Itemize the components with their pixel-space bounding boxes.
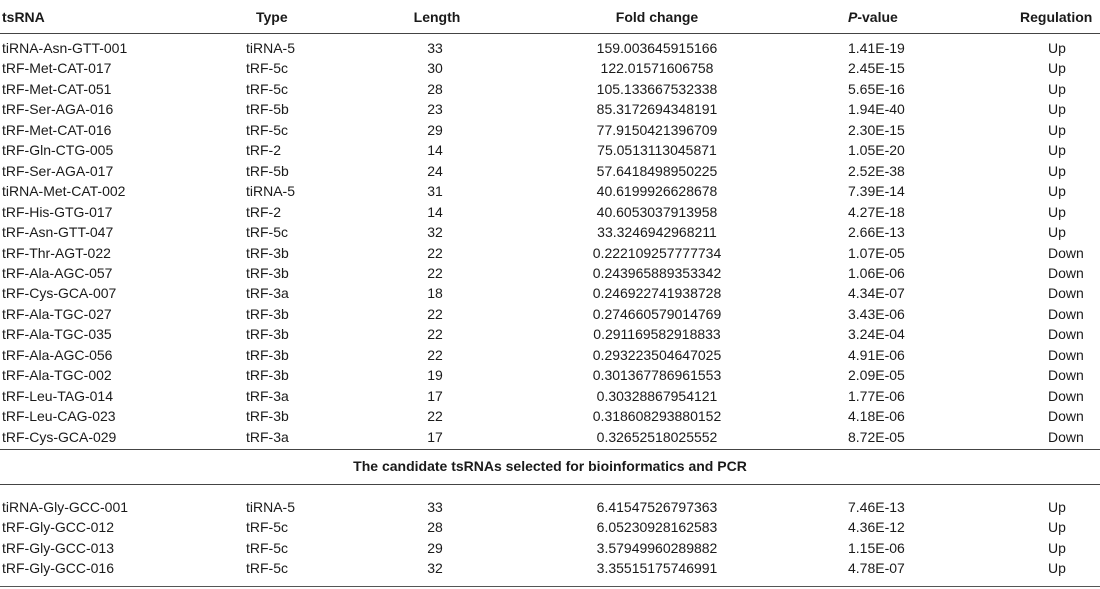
cell-length: 32 bbox=[427, 224, 443, 241]
cell-tsrna-name: tRF-Gly-GCC-016 bbox=[2, 560, 115, 577]
table-row bbox=[0, 538, 1100, 558]
cell-length: 22 bbox=[427, 346, 443, 363]
cell-length: 22 bbox=[427, 408, 443, 425]
cell-p-value: 4.36E-12 bbox=[848, 519, 905, 536]
cell-p-value: 3.43E-06 bbox=[848, 305, 905, 322]
cell-length: 22 bbox=[427, 305, 443, 322]
cell-regulation: Down bbox=[1048, 408, 1084, 425]
cell-length: 30 bbox=[427, 60, 443, 77]
cell-regulation: Up bbox=[1048, 80, 1066, 97]
cell-tsrna-name: tRF-Ala-TGC-027 bbox=[2, 305, 112, 322]
cell-p-value: 4.18E-06 bbox=[848, 408, 905, 425]
cell-regulation: Down bbox=[1048, 264, 1084, 281]
cell-type: tRF-3a bbox=[246, 428, 289, 445]
cell-regulation: Down bbox=[1048, 285, 1084, 302]
cell-regulation: Up bbox=[1048, 162, 1066, 179]
cell-regulation: Up bbox=[1048, 101, 1066, 118]
cell-p-value: 2.45E-15 bbox=[848, 60, 905, 77]
header-tsrna: tsRNA bbox=[2, 9, 45, 25]
table-row bbox=[0, 140, 1100, 160]
table-row bbox=[0, 517, 1100, 537]
cell-length: 14 bbox=[427, 203, 443, 220]
cell-fold-change: 6.41547526797363 bbox=[596, 499, 718, 515]
cell-regulation: Up bbox=[1048, 203, 1066, 220]
cell-regulation: Down bbox=[1048, 346, 1084, 363]
cell-tsrna-name: tiRNA-Asn-GTT-001 bbox=[2, 40, 128, 56]
cell-fold-change: 0.301367786961553 bbox=[592, 367, 722, 384]
table-row bbox=[0, 345, 1100, 365]
cell-fold-change: 57.6418498950225 bbox=[596, 162, 718, 179]
cell-fold-change: 33.3246942968211 bbox=[597, 224, 717, 241]
cell-type: tRF-5c bbox=[246, 121, 288, 138]
cell-type: tRF-3b bbox=[246, 367, 289, 384]
cell-p-value: 2.09E-05 bbox=[848, 367, 905, 384]
cell-p-value: 1.94E-40 bbox=[848, 101, 905, 118]
cell-tsrna-name: tRF-Leu-TAG-014 bbox=[2, 387, 113, 404]
cell-p-value: 2.52E-38 bbox=[848, 162, 905, 179]
section-divider-bottom bbox=[0, 484, 1100, 485]
cell-length: 17 bbox=[427, 428, 443, 445]
cell-fold-change: 0.243965889353342 bbox=[592, 264, 722, 281]
cell-type: tRF-3b bbox=[246, 264, 289, 281]
cell-length: 22 bbox=[427, 326, 443, 343]
cell-type: tRF-3b bbox=[246, 244, 289, 261]
header-p-rest: -value bbox=[857, 9, 898, 25]
cell-type: tiRNA-5 bbox=[246, 183, 296, 200]
cell-length: 24 bbox=[427, 162, 443, 179]
cell-p-value: 4.34E-07 bbox=[848, 285, 905, 302]
cell-tsrna-name: tRF-Gln-CTG-005 bbox=[2, 142, 114, 159]
section-divider-top bbox=[0, 449, 1100, 450]
cell-tsrna-name: tRF-Asn-GTT-047 bbox=[2, 224, 114, 241]
cell-p-value: 1.15E-06 bbox=[848, 539, 905, 556]
cell-type: tRF-3b bbox=[246, 305, 289, 322]
header-p-italic: P bbox=[848, 9, 858, 25]
table-row bbox=[0, 365, 1100, 385]
cell-regulation: Up bbox=[1048, 539, 1066, 556]
cell-type: tRF-3b bbox=[246, 346, 289, 363]
cell-tsrna-name: tRF-Ser-AGA-016 bbox=[2, 101, 114, 118]
cell-type: tRF-5b bbox=[246, 101, 289, 118]
cell-fold-change: 6.05230928162583 bbox=[596, 519, 718, 536]
cell-regulation: Down bbox=[1048, 244, 1084, 261]
cell-fold-change: 3.57949960289882 bbox=[596, 539, 718, 556]
cell-tsrna-name: tRF-Gly-GCC-012 bbox=[2, 519, 115, 536]
cell-length: 29 bbox=[427, 121, 443, 138]
table-row bbox=[0, 202, 1100, 222]
section-title: The candidate tsRNAs selected for bioinformatics and PCR bbox=[353, 458, 747, 474]
cell-tsrna-name: tRF-Ala-AGC-056 bbox=[2, 346, 113, 363]
header-fold-change: Fold change bbox=[615, 9, 699, 25]
cell-tsrna-name: tRF-Met-CAT-051 bbox=[2, 80, 112, 97]
cell-regulation: Down bbox=[1048, 326, 1084, 343]
cell-tsrna-name: tRF-Gly-GCC-013 bbox=[2, 539, 115, 556]
cell-tsrna-name: tRF-Leu-CAG-023 bbox=[2, 408, 116, 425]
cell-tsrna-name: tRF-Cys-GCA-029 bbox=[2, 428, 117, 445]
header-type: Type bbox=[256, 9, 288, 25]
cell-type: tRF-5c bbox=[246, 539, 288, 556]
cell-fold-change: 0.293223504647025 bbox=[592, 346, 722, 363]
table-row bbox=[0, 161, 1100, 181]
cell-p-value: 4.78E-07 bbox=[848, 560, 905, 577]
cell-regulation: Up bbox=[1048, 560, 1066, 577]
header-regulation: Regulation bbox=[1020, 9, 1093, 25]
cell-regulation: Down bbox=[1048, 387, 1084, 404]
cell-tsrna-name: tRF-His-GTG-017 bbox=[2, 203, 113, 220]
cell-fold-change: 0.318608293880152 bbox=[592, 408, 722, 425]
header-p-value bbox=[848, 7, 898, 27]
cell-tsrna-name: tiRNA-Met-CAT-002 bbox=[2, 183, 126, 200]
cell-regulation: Down bbox=[1048, 305, 1084, 322]
table-row bbox=[0, 283, 1100, 303]
table-row bbox=[0, 304, 1100, 324]
cell-type: tRF-5c bbox=[246, 60, 288, 77]
table-row bbox=[0, 99, 1100, 119]
table-row bbox=[0, 558, 1100, 578]
cell-p-value: 8.72E-05 bbox=[848, 428, 905, 445]
table-row bbox=[0, 38, 1100, 58]
cell-fold-change: 3.35515175746991 bbox=[596, 560, 718, 577]
table-row bbox=[0, 120, 1100, 140]
cell-type: tRF-2 bbox=[246, 142, 281, 159]
cell-regulation: Up bbox=[1048, 183, 1066, 200]
cell-tsrna-name: tRF-Cys-GCA-007 bbox=[2, 285, 117, 302]
cell-regulation: Up bbox=[1048, 499, 1066, 515]
cell-tsrna-name: tiRNA-Gly-GCC-001 bbox=[2, 499, 129, 515]
cell-fold-change: 0.32652518025552 bbox=[596, 428, 718, 445]
table-row bbox=[0, 263, 1100, 283]
cell-fold-change: 0.222109257777734 bbox=[592, 244, 722, 261]
table-row bbox=[0, 386, 1100, 406]
cell-fold-change: 105.133667532338 bbox=[596, 80, 718, 97]
cell-regulation: Up bbox=[1048, 142, 1066, 159]
cell-type: tRF-5c bbox=[246, 224, 288, 241]
cell-p-value: 1.41E-19 bbox=[848, 40, 905, 56]
table-row bbox=[0, 243, 1100, 263]
cell-fold-change: 0.30328867954121 bbox=[596, 387, 718, 404]
cell-length: 18 bbox=[427, 285, 443, 302]
cell-length: 19 bbox=[427, 367, 443, 384]
cell-regulation: Down bbox=[1048, 428, 1084, 445]
cell-type: tRF-5c bbox=[246, 560, 288, 577]
cell-type: tRF-5b bbox=[246, 162, 289, 179]
cell-length: 14 bbox=[427, 142, 443, 159]
cell-tsrna-name: tRF-Ala-TGC-002 bbox=[2, 367, 112, 384]
cell-p-value: 1.07E-05 bbox=[848, 244, 905, 261]
cell-fold-change: 40.6053037913958 bbox=[596, 203, 718, 220]
cell-tsrna-name: tRF-Met-CAT-016 bbox=[2, 121, 112, 138]
cell-length: 33 bbox=[427, 40, 443, 56]
cell-p-value: 4.91E-06 bbox=[848, 346, 905, 363]
table-header-row bbox=[0, 7, 1100, 27]
cell-fold-change: 122.01571606758 bbox=[600, 60, 714, 77]
cell-length: 29 bbox=[427, 539, 443, 556]
cell-regulation: Up bbox=[1048, 519, 1066, 536]
cell-p-value: 5.65E-16 bbox=[848, 80, 905, 97]
cell-length: 22 bbox=[427, 264, 443, 281]
cell-type: tRF-3a bbox=[246, 387, 289, 404]
cell-p-value: 4.27E-18 bbox=[848, 203, 905, 220]
cell-regulation: Down bbox=[1048, 367, 1084, 384]
cell-p-value: 2.30E-15 bbox=[848, 121, 905, 138]
cell-p-value: 7.39E-14 bbox=[848, 183, 905, 200]
cell-length: 22 bbox=[427, 244, 443, 261]
cell-type: tRF-3a bbox=[246, 285, 289, 302]
cell-type: tRF-5c bbox=[246, 80, 288, 97]
table-row bbox=[0, 406, 1100, 426]
cell-p-value: 1.05E-20 bbox=[848, 142, 905, 159]
cell-fold-change: 0.246922741938728 bbox=[592, 285, 722, 302]
cell-length: 17 bbox=[427, 387, 443, 404]
cell-p-value: 7.46E-13 bbox=[848, 499, 905, 515]
table-row bbox=[0, 427, 1100, 447]
cell-length: 28 bbox=[427, 80, 443, 97]
cell-fold-change: 85.3172694348191 bbox=[596, 101, 718, 118]
table-row bbox=[0, 497, 1100, 517]
cell-p-value: 1.06E-06 bbox=[848, 264, 905, 281]
cell-regulation: Up bbox=[1048, 40, 1066, 56]
cell-p-value: 1.77E-06 bbox=[848, 387, 905, 404]
table-row bbox=[0, 222, 1100, 242]
cell-length: 31 bbox=[427, 183, 443, 200]
table-row bbox=[0, 79, 1100, 99]
cell-tsrna-name: tRF-Ala-TGC-035 bbox=[2, 326, 112, 343]
table-bottom-rule bbox=[0, 586, 1100, 587]
cell-length: 28 bbox=[427, 519, 443, 536]
cell-type: tiRNA-5 bbox=[246, 499, 296, 515]
cell-regulation: Up bbox=[1048, 224, 1066, 241]
cell-type: tRF-3b bbox=[246, 326, 289, 343]
table-row bbox=[0, 58, 1100, 78]
table-row bbox=[0, 324, 1100, 344]
cell-length: 33 bbox=[427, 499, 443, 515]
cell-p-value: 2.66E-13 bbox=[848, 224, 905, 241]
cell-length: 32 bbox=[427, 560, 443, 577]
cell-fold-change: 0.291169582918833 bbox=[593, 326, 721, 343]
cell-type: tRF-3b bbox=[246, 408, 289, 425]
cell-regulation: Up bbox=[1048, 121, 1066, 138]
cell-p-value: 3.24E-04 bbox=[848, 326, 905, 343]
cell-tsrna-name: tRF-Ala-AGC-057 bbox=[2, 264, 113, 281]
cell-type: tRF-2 bbox=[246, 203, 281, 220]
header-length: Length bbox=[413, 9, 461, 25]
cell-fold-change: 0.274660579014769 bbox=[592, 305, 722, 322]
cell-type: tiRNA-5 bbox=[246, 40, 296, 56]
cell-fold-change: 40.6199926628678 bbox=[596, 183, 718, 200]
cell-type: tRF-5c bbox=[246, 519, 288, 536]
cell-tsrna-name: tRF-Ser-AGA-017 bbox=[2, 162, 114, 179]
cell-fold-change: 75.0513113045871 bbox=[597, 142, 717, 159]
cell-tsrna-name: tRF-Met-CAT-017 bbox=[2, 60, 112, 77]
cell-fold-change: 77.9150421396709 bbox=[596, 121, 718, 138]
table-row bbox=[0, 181, 1100, 201]
cell-tsrna-name: tRF-Thr-AGT-022 bbox=[2, 244, 111, 261]
cell-fold-change: 159.003645915166 bbox=[596, 40, 718, 56]
cell-regulation: Up bbox=[1048, 60, 1066, 77]
header-divider bbox=[0, 33, 1100, 34]
cell-length: 23 bbox=[427, 101, 443, 118]
